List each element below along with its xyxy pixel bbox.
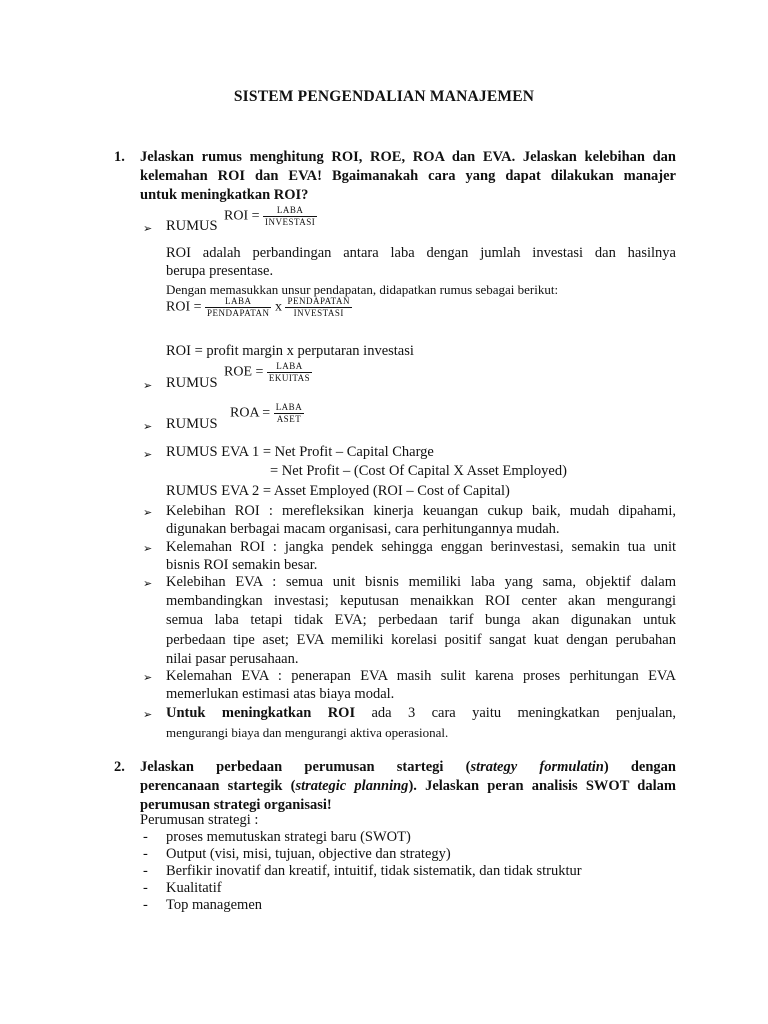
list-item: Output (visi, misi, tujuan, objective dan strategy) (166, 846, 451, 862)
dash-bullet: - (143, 829, 148, 845)
roi2-times: x (274, 299, 282, 315)
kelebihan-roi-line: digunakan berbagai macam organisasi, cara perhitungannya mudah. (166, 521, 560, 537)
roi2-numerator-2: PENDAPATAN (287, 296, 350, 306)
list-item: Kualitatif (166, 880, 222, 896)
kelemahan-eva-line: Kelemahan EVA : penerapan EVA masih sulit karena proses perhitungan EVA (166, 668, 676, 684)
kelebihan-eva-line: Kelebihan EVA : semua unit bisnis memiliki laba yang sama, objektif dalam (166, 574, 676, 590)
roi-lhs: ROI = (224, 208, 260, 224)
q2-line1-b: ) dengan (603, 759, 676, 775)
question-1-line: Jelaskan rumus menghitung ROI, ROE, ROA dan EVA. Jelaskan kelebihan dan (140, 149, 676, 165)
q2-line2-a: perencanaan startegik ( (140, 778, 296, 794)
q2-line2-italic: strategic planning (295, 778, 409, 794)
kelebihan-eva-line: membandingkan investasi; keputusan menaikkan ROI center akan mengurangi (166, 593, 676, 610)
roi-description-line: berupa presentase. (166, 263, 274, 279)
roa-numerator: LABA (275, 402, 303, 412)
arrow-bullet-icon: ➢ (143, 380, 153, 392)
kelemahan-roi-line: bisnis ROI semakin besar. (166, 557, 318, 573)
question-1-line: untuk meningkatkan ROI? (140, 187, 309, 203)
roi-description-line: ROI adalah perbandingan antara laba dengan jumlah investasi dan hasilnya (166, 245, 676, 261)
roe-lhs: ROE = (224, 364, 264, 380)
question-1-text (140, 148, 676, 205)
roi-numerator: LABA (263, 205, 317, 217)
meningkatkan-roi-line-1 (166, 704, 676, 723)
q2-line1-italic: strategy formulatin (470, 759, 604, 775)
list-item: proses memutuskan strategi baru (SWOT) (166, 829, 411, 845)
dash-bullet: - (143, 863, 148, 879)
rumus-label: RUMUS (166, 375, 218, 391)
kelemahan-roi (166, 538, 676, 574)
kelemahan-eva (166, 667, 676, 703)
arrow-bullet-icon: ➢ (143, 449, 153, 461)
roe-fraction (267, 361, 312, 384)
meningkatkan-roi-bold: Untuk meningkatkan ROI (166, 705, 356, 721)
arrow-bullet-icon: ➢ (143, 672, 153, 684)
list-item: Berfikir inovatif dan kreatif, intuitif, tidak sistematik, dan tidak struktur (166, 863, 582, 879)
roe-numerator: LABA (267, 361, 312, 373)
question-2-line (140, 777, 676, 796)
eva2-line: RUMUS EVA 2 = Asset Employed (ROI – Cost of Capital) (166, 483, 510, 499)
page-title: SISTEM PENGENDALIAN MANAJEMEN (233, 88, 535, 105)
meningkatkan-roi-rest: ada 3 cara yaitu meningkatkan penjualan, (355, 705, 677, 721)
roi2-fraction-2 (285, 296, 351, 319)
meningkatkan-roi (166, 704, 676, 742)
q2-line1-a: Jelaskan perbedaan perumusan startegi ( (140, 759, 471, 775)
list-item: Top managemen (166, 897, 263, 913)
question-1-number: 1. (114, 149, 125, 165)
kelemahan-roi-line: Kelemahan ROI : jangka pendek sehingga enggan berinvestasi, semakin tua unit (166, 539, 676, 555)
arrow-bullet-icon: ➢ (143, 543, 153, 555)
kelemahan-eva-line: memerlukan estimasi atas biaya modal. (166, 686, 395, 702)
roa-denominator: ASET (276, 414, 302, 424)
roa-formula (230, 402, 304, 425)
eva1-line-2: = Net Profit – (Cost Of Capital X Asset Employed) (270, 463, 567, 479)
question-2-number: 2. (114, 759, 125, 775)
roi-intro: Dengan memasukkan unsur pendapatan, didapatkan rumus sebagai berikut: (166, 282, 559, 297)
dash-bullet: - (143, 880, 148, 896)
roi2-denominator-2: INVESTASI (293, 308, 344, 318)
kelebihan-eva-line: nilai pasar perusahaan. (166, 650, 299, 667)
arrow-bullet-icon: ➢ (143, 507, 153, 519)
arrow-bullet-icon: ➢ (143, 578, 153, 590)
kelebihan-eva-line: semua laba tetapi tidak EVA; perbedaan tarif bunga akan digunakan untuk (166, 612, 676, 629)
meningkatkan-roi-line-2: mengurangi biaya dan mengurangi aktiva operasional. (166, 725, 449, 740)
kelebihan-eva-line: perbedaan tipe aset; EVA memiliki korelasi positif sangat kuat dengan perubahan (166, 631, 676, 648)
question-2-line: perumusan strategi organisasi! (140, 797, 332, 813)
roi-fraction (263, 205, 317, 228)
rumus-label: RUMUS (166, 416, 218, 432)
arrow-bullet-icon: ➢ (143, 421, 153, 433)
roi-expanded-formula (166, 296, 352, 319)
roi-formula (224, 205, 317, 228)
roe-formula (224, 361, 312, 384)
question-1-line: kelemahan ROI dan EVA! Bgaimanakah cara yang dapat dilakukan manajer (140, 168, 676, 184)
roa-fraction (274, 402, 305, 425)
roi-denominator: INVESTASI (265, 217, 316, 227)
dash-bullet: - (143, 897, 148, 913)
roi2-lhs: ROI = (166, 299, 202, 315)
question-2-text (140, 758, 676, 815)
kelebihan-eva (166, 573, 676, 669)
rumus-label: RUMUS (166, 218, 218, 234)
perumusan-subheading: Perumusan strategi : (140, 812, 259, 828)
roi2-numerator-1: LABA (205, 296, 271, 308)
roi-description (166, 244, 676, 280)
question-2-line (140, 758, 676, 777)
eva1-line-1: RUMUS EVA 1 = Net Profit – Capital Charge (166, 444, 434, 460)
roi2-fraction-1 (205, 296, 271, 319)
roe-denominator: EKUITAS (268, 373, 311, 383)
roi2-denominator-1: PENDAPATAN (207, 308, 270, 318)
dash-bullet: - (143, 846, 148, 862)
arrow-bullet-icon: ➢ (143, 709, 153, 721)
kelebihan-roi (166, 502, 676, 538)
kelebihan-roi-line: Kelebihan ROI : merefleksikan kinerja keuangan cukup baik, mudah dipahami, (166, 503, 676, 519)
arrow-bullet-icon: ➢ (143, 223, 153, 235)
q2-line2-b: ). Jelaskan peran analisis SWOT dalam (408, 778, 676, 794)
roa-lhs: ROA = (230, 405, 271, 421)
roi-profit-margin: ROI = profit margin x perputaran investasi (166, 343, 414, 359)
